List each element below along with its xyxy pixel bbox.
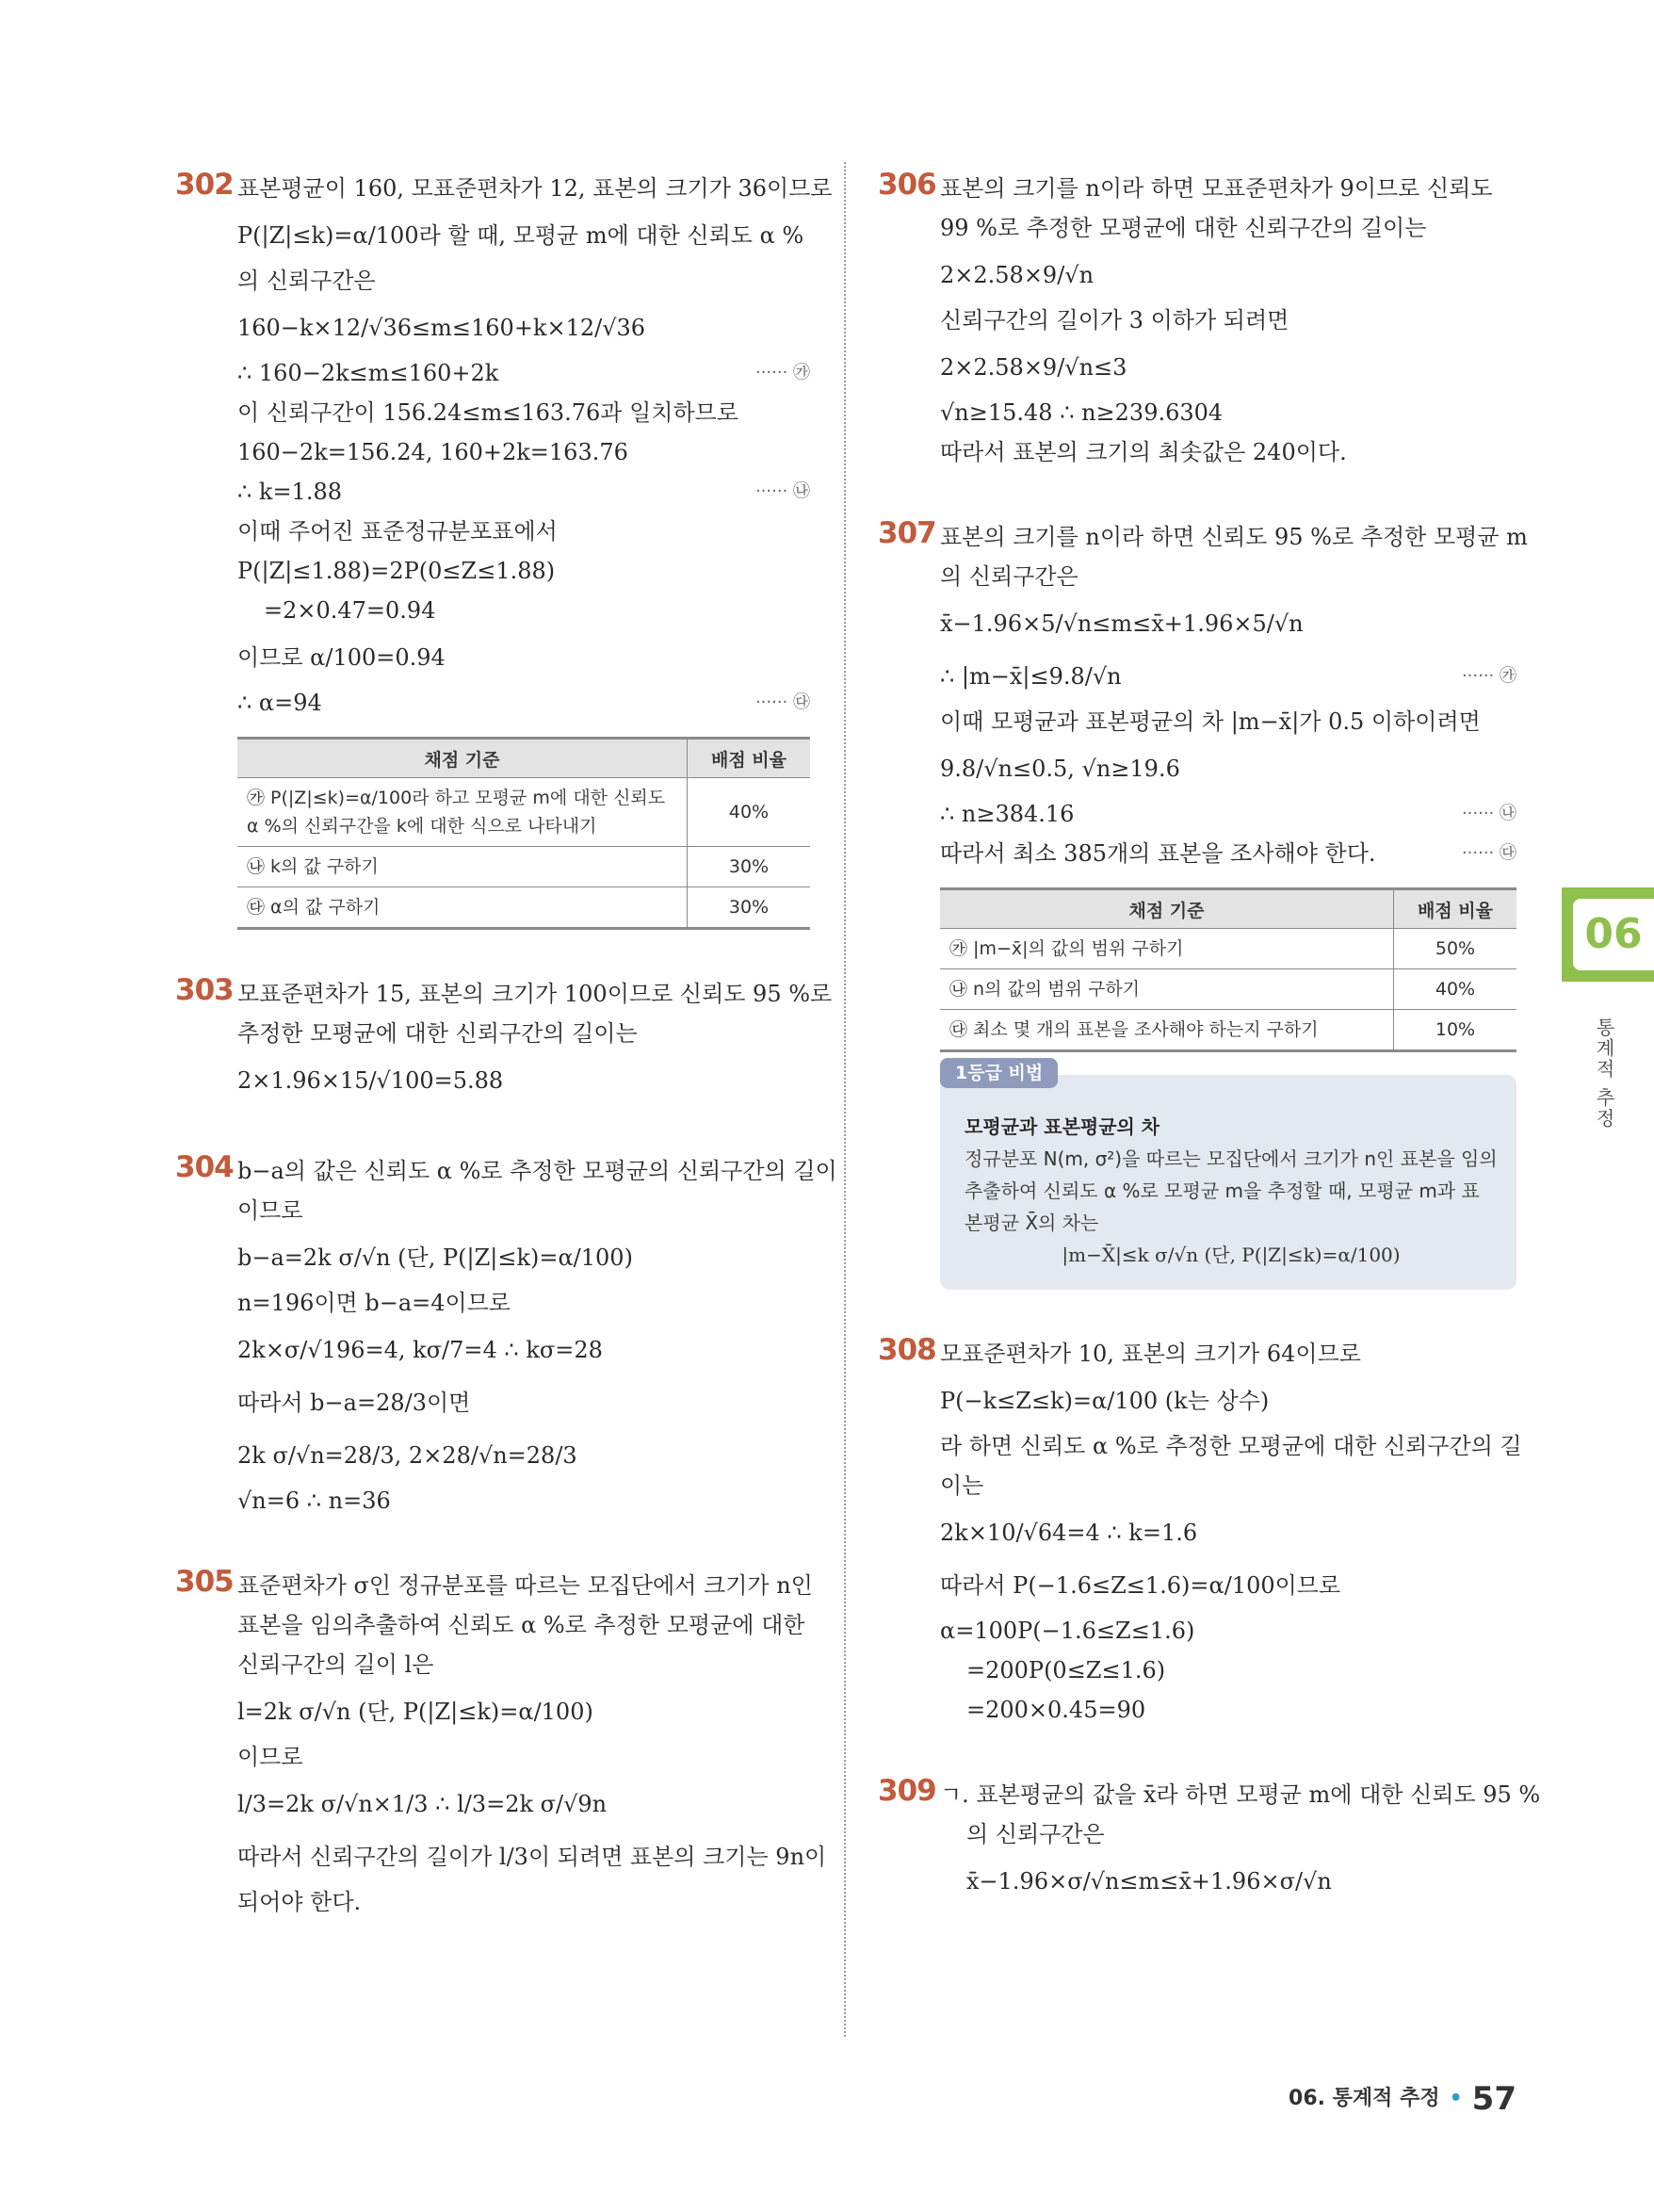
footer-chapter: 06. 통계적 추정 xyxy=(1289,2087,1440,2110)
problem-number: 304 xyxy=(175,1150,234,1184)
solution-line: 모표준편차가 10, 표본의 크기가 64이므로 xyxy=(940,1341,1361,1367)
solution-line: n=196이면 b−a=4이므로 xyxy=(237,1290,511,1316)
formula-line: P(−k≤Z≤k)=α/100 (k는 상수) xyxy=(940,1388,1270,1414)
solution-line: 표준편차가 σ인 정규분포를 따르는 모집단에서 크기가 n인 xyxy=(237,1572,813,1599)
grading-row: ㉯ n의 값의 범위 구하기 40% xyxy=(940,969,1516,1010)
grading-header-criterion: 채점 기준 xyxy=(940,889,1394,929)
solution-line: 따라서 신뢰구간의 길이가 l/3이 되려면 표본의 크기는 9n이 xyxy=(237,1844,827,1870)
step-marker: ······ ㉰ xyxy=(1461,843,1516,863)
formula-line: ∴ n≥384.16 ······ ㉯ xyxy=(940,795,1516,835)
problem-number: 302 xyxy=(175,168,234,202)
column-divider xyxy=(844,162,846,2037)
grading-header-ratio: 배점 비율 xyxy=(1394,889,1517,929)
formula-line: =200P(0≤Z≤1.6) xyxy=(966,1657,1166,1683)
solution-line: 라 하면 신뢰도 α %로 추정한 모평균에 대한 신뢰구간의 길 xyxy=(940,1433,1522,1459)
formula-line: b−a=2k σ/√n (단, P(|Z|≤k)=α/100) xyxy=(237,1244,633,1271)
formula-line: 2×2.58×9/√n xyxy=(940,262,1095,288)
tip-title: 모평균과 표본평균의 차 xyxy=(965,1115,1160,1138)
chapter-tab xyxy=(1562,887,1654,982)
problem-number: 307 xyxy=(878,516,936,550)
tip-formula: |m−X̄|≤k σ/√n (단, P(|Z|≤k)=α/100) xyxy=(1062,1244,1401,1266)
step-marker: ······ ㉯ xyxy=(754,481,810,501)
right-column xyxy=(878,168,1541,1908)
formula-line: 2k σ/√n=28/3, 2×28/√n=28/3 xyxy=(237,1442,577,1469)
problem-302 xyxy=(175,168,833,930)
problem-306 xyxy=(878,170,1516,473)
formula-line: l/3=2k σ/√n×1/3 ∴ l/3=2k σ/√9n xyxy=(237,1791,608,1817)
problem-number: 308 xyxy=(878,1333,936,1367)
problem-number: 309 xyxy=(878,1774,936,1808)
solution-line: 따라서 최소 385개의 표본을 조사해야 한다. ······ ㉰ xyxy=(940,835,1516,874)
step-marker: ······ ㉮ xyxy=(1461,666,1516,686)
grading-header-ratio: 배점 비율 xyxy=(688,739,811,778)
grading-table xyxy=(940,887,1516,1052)
step-marker: ······ ㉯ xyxy=(1461,804,1516,823)
formula-line: 160−2k=156.24, 160+2k=163.76 xyxy=(237,439,628,465)
left-column xyxy=(175,168,837,1923)
grading-header-criterion: 채점 기준 xyxy=(237,739,688,778)
tip-badge: 1등급 비법 xyxy=(940,1058,1058,1088)
solution-line: 신뢰구간의 길이 l은 xyxy=(237,1651,434,1678)
chapter-tab-number: 06 xyxy=(1573,899,1654,970)
solution-line: ㄱ. 표본평균의 값을 x̄라 하면 모평균 m에 대한 신뢰도 95 % xyxy=(940,1781,1541,1808)
formula-line: ∴ k=1.88 ······ ㉯ xyxy=(237,473,810,512)
solution-line: 표본을 임의추출하여 신뢰도 α %로 추정한 모평균에 대한 xyxy=(237,1612,805,1638)
grading-row: ㉰ 최소 몇 개의 표본을 조사해야 하는지 구하기 10% xyxy=(940,1010,1516,1051)
problem-304 xyxy=(175,1150,837,1521)
formula-line: x̄−1.96×5/√n≤m≤x̄+1.96×5/√n xyxy=(940,610,1304,637)
problem-303 xyxy=(175,973,833,1107)
step-marker: ······ ㉰ xyxy=(754,692,810,712)
solution-line: 의 신뢰구간은 xyxy=(237,268,376,294)
formula-line: 2k×σ/√196=4, kσ/7=4 ∴ kσ=28 xyxy=(237,1337,603,1363)
formula-line: √n=6 ∴ n=36 xyxy=(237,1488,391,1514)
problem-305 xyxy=(175,1565,827,1923)
formula-line: α=100P(−1.6≤Z≤1.6) xyxy=(940,1618,1195,1644)
solution-line: 표본의 크기를 n이라 하면 모표준편차가 9이므로 신뢰도 xyxy=(940,175,1493,202)
problem-308 xyxy=(878,1333,1522,1731)
page-footer xyxy=(1289,2080,1516,2118)
formula-line: =200×0.45=90 xyxy=(966,1697,1146,1723)
formula-line: 9.8/√n≤0.5, √n≥19.6 xyxy=(940,756,1180,782)
solution-line: 신뢰구간의 길이가 3 이하가 되려면 xyxy=(940,307,1289,333)
grading-table xyxy=(237,737,810,930)
solution-line: 의 신뢰구간은 xyxy=(940,563,1078,590)
problem-number: 306 xyxy=(878,168,936,202)
solution-line: 추정한 모평균에 대한 신뢰구간의 길이는 xyxy=(237,1020,638,1047)
solution-line: 이때 주어진 표준정규분포표에서 xyxy=(237,518,558,545)
tip-box xyxy=(940,1063,1516,1290)
solution-line: 이때 모평균과 표본평균의 차 |m−x̄|가 0.5 이하이려면 xyxy=(940,708,1481,735)
grading-row: ㉯ k의 값 구하기 30% xyxy=(237,847,810,887)
formula-line: 2×2.58×9/√n≤3 xyxy=(940,354,1127,381)
step-marker: ······ ㉮ xyxy=(754,363,810,382)
page-number: 57 xyxy=(1471,2080,1516,2118)
solution-line: 이므로 xyxy=(237,1744,303,1770)
solution-line: P(|Z|≤k)=α/100라 할 때, 모평균 m에 대한 신뢰도 α % xyxy=(237,222,804,249)
formula-line: P(|Z|≤1.88)=2P(0≤Z≤1.88) xyxy=(237,558,556,584)
solution-line: 99 %로 추정한 모평균에 대한 신뢰구간의 길이는 xyxy=(940,215,1427,241)
chapter-side-label: 통계적 추정 xyxy=(1593,1017,1615,1130)
formula-line: 이므로 α/100=0.94 xyxy=(237,644,446,671)
problem-309 xyxy=(878,1774,1541,1908)
solution-line: 되어야 한다. xyxy=(237,1889,362,1915)
tip-body: 정규분포 N(m, σ²)을 따르는 모집단에서 크기가 n인 표본을 임의추출하여 신뢰도 α %로 모평균 m을 추정할 때, 모평균 m과 표본평균 X̄의 차는 xyxy=(965,1147,1498,1234)
solution-line: 표본의 크기를 n이라 하면 신뢰도 95 %로 추정한 모평균 m xyxy=(940,524,1528,550)
formula-line: √n≥15.48 ∴ n≥239.6304 xyxy=(940,399,1224,426)
formula-line: ∴ |m−x̄|≤9.8/√n ······ ㉮ xyxy=(940,650,1516,703)
formula-line: 2k×10/√64=4 ∴ k=1.6 xyxy=(940,1520,1198,1546)
formula-line: =2×0.47=0.94 xyxy=(264,597,436,624)
solution-line: 표본평균이 160, 모표준편차가 12, 표본의 크기가 36이므로 xyxy=(237,175,833,202)
footer-dot-icon: • xyxy=(1449,2087,1463,2110)
solution-line: 따라서 표본의 크기의 최솟값은 240이다. xyxy=(940,439,1347,465)
formula-line: l=2k σ/√n (단, P(|Z|≤k)=α/100) xyxy=(237,1699,593,1725)
grading-row: ㉮ |m−x̄|의 값의 범위 구하기 50% xyxy=(940,929,1516,969)
formula-line: x̄−1.96×σ/√n≤m≤x̄+1.96×σ/√n xyxy=(966,1868,1332,1895)
solution-line: b−a의 값은 신뢰도 α %로 추정한 모평균의 신뢰구간의 길이 xyxy=(237,1158,837,1184)
formula-line: 2×1.96×15/√100=5.88 xyxy=(237,1067,504,1094)
formula-line: 따라서 b−a=28/3이면 xyxy=(237,1390,471,1416)
problem-number: 303 xyxy=(175,973,234,1007)
solution-line: 이는 xyxy=(940,1472,984,1499)
grading-row: ㉰ α의 값 구하기 30% xyxy=(237,887,810,929)
formula-line: 따라서 P(−1.6≤Z≤1.6)=α/100이므로 xyxy=(940,1572,1341,1599)
grading-row: ㉮ P(|Z|≤k)=α/100라 하고 모평균 m에 대한 신뢰도 α %의 신뢰구간을 k에 대한 식으로 나타내기 40% xyxy=(237,778,810,847)
formula-line: 160−k×12/√36≤m≤160+k×12/√36 xyxy=(237,315,646,341)
solution-line: 이므로 xyxy=(237,1197,303,1224)
solution-line: 이 신뢰구간이 156.24≤m≤163.76과 일치하므로 xyxy=(237,399,739,426)
solution-line: 모표준편차가 15, 표본의 크기가 100이므로 신뢰도 95 %로 xyxy=(237,981,833,1007)
formula-line: ∴ α=94 ······ ㉰ xyxy=(237,684,810,724)
problem-307 xyxy=(878,516,1528,1290)
formula-line: ∴ 160−2k≤m≤160+2k ······ ㉮ xyxy=(237,354,810,394)
problem-number: 305 xyxy=(175,1565,234,1599)
solution-line: 의 신뢰구간은 xyxy=(966,1821,1105,1847)
